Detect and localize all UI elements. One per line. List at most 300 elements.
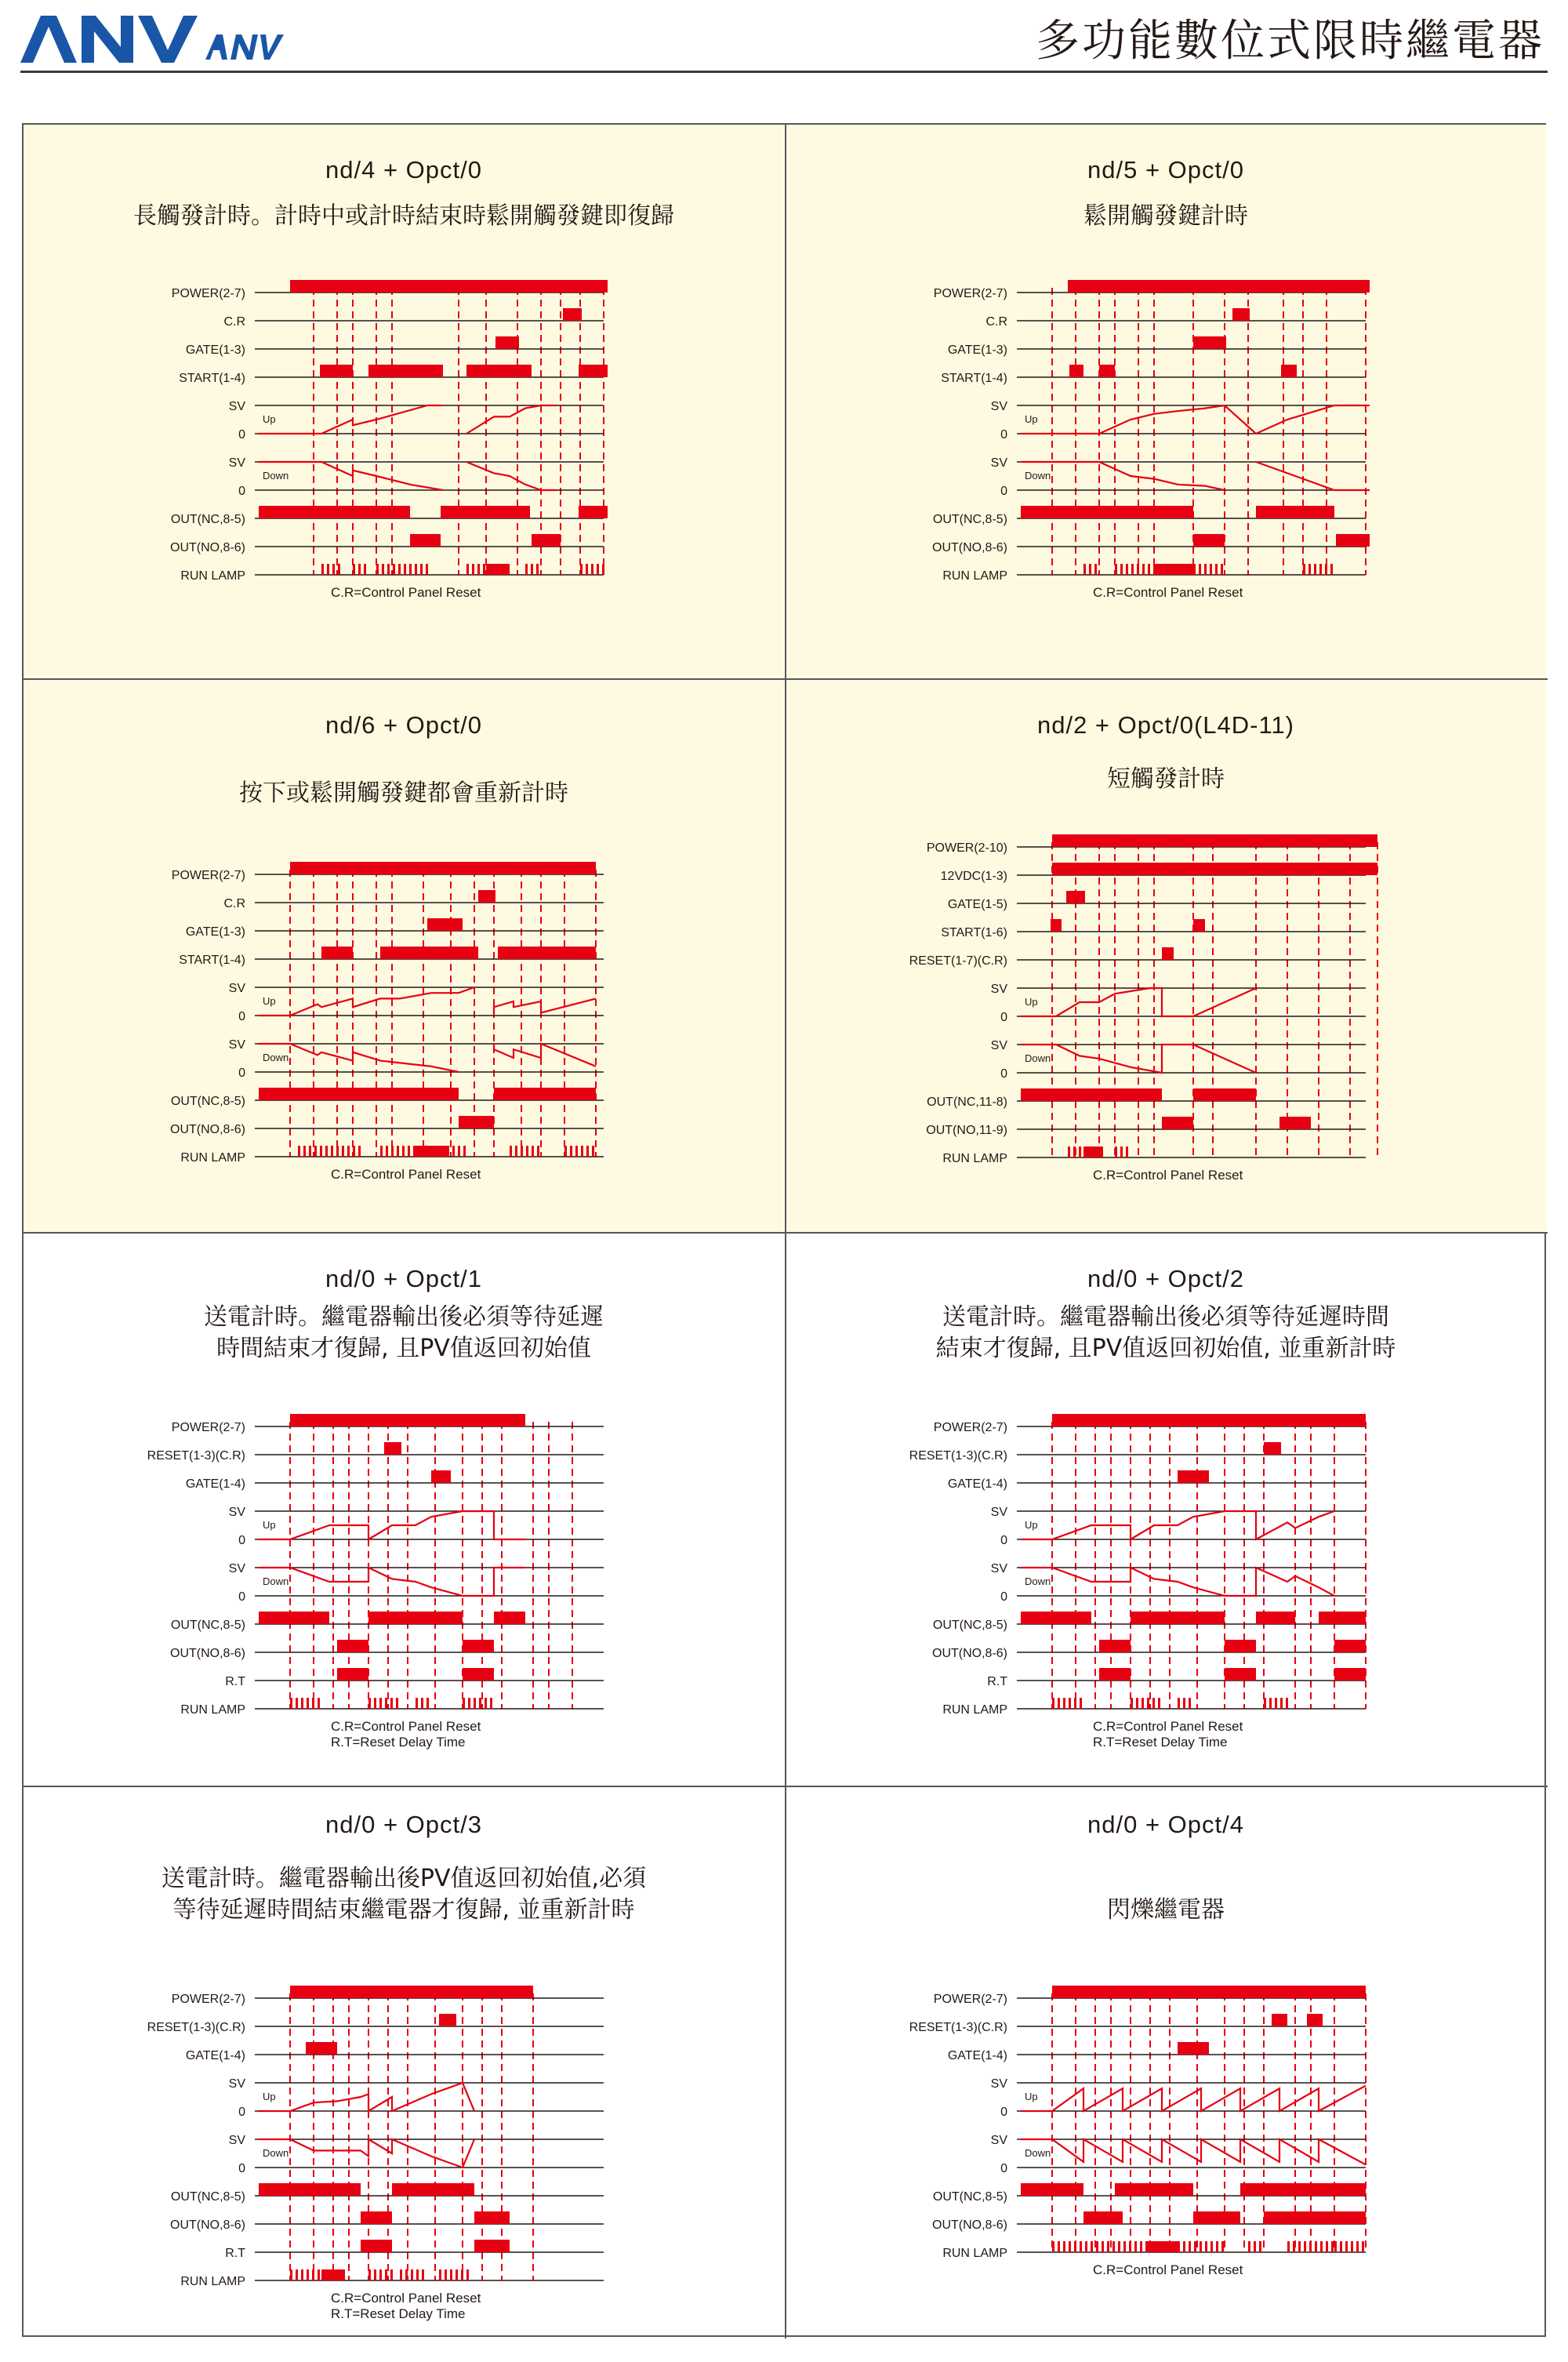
run-lamp-blink xyxy=(466,564,469,575)
timing-diagram xyxy=(909,1986,1366,2277)
run-lamp-blink xyxy=(564,1146,567,1157)
signal-label: OUT(NO,8-6) xyxy=(170,541,245,554)
run-lamp-blink xyxy=(1254,2241,1256,2252)
signal-label: POWER(2-7) xyxy=(933,1421,1007,1434)
run-lamp-blink xyxy=(1118,2241,1120,2252)
pulse-bar xyxy=(1099,1668,1131,1681)
pulse-bar xyxy=(474,2240,510,2252)
run-lamp-blink xyxy=(1334,2241,1337,2252)
panel-description: 閃爍繼電器 xyxy=(1107,1896,1225,1924)
run-lamp-blink xyxy=(420,564,423,575)
run-lamp-blink xyxy=(1102,2241,1104,2252)
legend-note: C.R=Control Panel Reset xyxy=(331,2291,481,2306)
run-lamp-blink xyxy=(1085,2241,1087,2252)
run-lamp-blink xyxy=(1309,2241,1312,2252)
run-lamp-blink xyxy=(396,1698,398,1709)
run-lamp-blink xyxy=(353,564,355,575)
signal-label: 12VDC(1-3) xyxy=(940,870,1007,883)
run-lamp-blink xyxy=(318,2269,320,2280)
signal-label: 0 xyxy=(238,2162,245,2175)
run-lamp-blink xyxy=(387,564,390,575)
signal-label: RUN LAMP xyxy=(180,569,245,583)
run-lamp-blink xyxy=(358,1146,361,1157)
run-lamp-blink xyxy=(415,564,417,575)
run-lamp-blink xyxy=(1325,564,1327,575)
run-lamp-blink xyxy=(374,2269,376,2280)
run-lamp-blink xyxy=(1216,2241,1218,2252)
legend-note: R.T=Reset Delay Time xyxy=(1093,1735,1228,1750)
value-ramp xyxy=(1021,2139,1366,2164)
run-lamp-blink xyxy=(1079,1146,1081,1157)
signal-label: 0 xyxy=(1000,2162,1007,2175)
value-ramp xyxy=(494,1044,596,1067)
run-lamp-on xyxy=(1154,564,1193,575)
value-ramp xyxy=(1021,2086,1366,2111)
run-lamp-blink xyxy=(338,564,340,575)
down-label: Down xyxy=(263,470,289,481)
pulse-bar xyxy=(463,1640,494,1652)
signal-label: SV xyxy=(990,1039,1007,1052)
signal-label: R.T xyxy=(225,2247,245,2260)
pulse-bar xyxy=(579,365,608,377)
run-lamp-on xyxy=(1146,2241,1178,2252)
down-label: Down xyxy=(1025,1575,1051,1587)
run-lamp-blink xyxy=(1148,564,1150,575)
pulse-bar xyxy=(1272,2014,1287,2026)
pulse-bar xyxy=(1193,534,1225,547)
pulse-bar xyxy=(337,1668,368,1681)
up-label: Up xyxy=(263,1519,276,1531)
run-lamp-blink xyxy=(1147,1698,1149,1709)
run-lamp-blink xyxy=(1308,564,1311,575)
run-lamp-blink xyxy=(586,1146,589,1157)
signal-label: OUT(NC,8-5) xyxy=(170,1095,245,1108)
run-lamp-blink xyxy=(468,1698,470,1709)
signal-label: RESET(1-3)(C.R) xyxy=(909,1449,1007,1463)
run-lamp-blink xyxy=(386,1146,388,1157)
legend-note: C.R=Control Panel Reset xyxy=(1093,1168,1243,1183)
panel-description: 結束才復歸, 且PV值返回初始值, 並重新計時 xyxy=(935,1335,1396,1362)
run-lamp-blink xyxy=(1215,564,1218,575)
signal-label: GATE(1-3) xyxy=(185,925,245,939)
run-lamp-blink xyxy=(426,1698,429,1709)
pulse-bar xyxy=(1256,506,1334,518)
signal-label: GATE(1-3) xyxy=(947,343,1007,357)
signal-label: 0 xyxy=(238,2106,245,2119)
run-lamp-blink xyxy=(327,564,329,575)
run-lamp-blink xyxy=(416,2269,419,2280)
signal-label: RUN LAMP xyxy=(180,1703,245,1717)
signal-label: OUT(NC,8-5) xyxy=(932,1619,1007,1632)
pulse-bar xyxy=(290,1414,525,1426)
pulse-bar xyxy=(532,534,561,547)
run-lamp-blink xyxy=(591,564,593,575)
run-lamp-blink xyxy=(307,2269,309,2280)
run-lamp-blink xyxy=(1183,2241,1185,2252)
signal-label: SV xyxy=(228,1038,245,1052)
pulse-bar xyxy=(259,1088,459,1100)
up-label: Up xyxy=(1025,413,1038,425)
run-lamp-blink xyxy=(472,564,474,575)
legend-note: C.R=Control Panel Reset xyxy=(1093,1719,1243,1734)
run-lamp-blink xyxy=(1351,2241,1353,2252)
up-label: Up xyxy=(263,2091,276,2102)
run-lamp-blink xyxy=(409,564,412,575)
run-lamp-blink xyxy=(1112,2241,1115,2252)
pulse-bar xyxy=(439,2014,456,2026)
run-lamp-blink xyxy=(290,1698,292,1709)
run-lamp-blink xyxy=(458,1146,460,1157)
run-lamp-blink xyxy=(1058,1698,1060,1709)
signal-label: RESET(1-7)(C.R) xyxy=(909,954,1007,968)
run-lamp-blink xyxy=(416,1698,418,1709)
signal-label: RUN LAMP xyxy=(942,1703,1007,1717)
pulse-bar xyxy=(290,280,608,293)
run-lamp-blink xyxy=(1069,1698,1071,1709)
run-lamp-blink xyxy=(296,2269,298,2280)
run-lamp-blink xyxy=(1204,564,1207,575)
run-lamp-blink xyxy=(398,564,401,575)
run-lamp-blink xyxy=(592,1146,594,1157)
run-lamp-blink xyxy=(1314,564,1316,575)
run-lamp-blink xyxy=(1074,1698,1076,1709)
run-lamp-blink xyxy=(581,1146,583,1157)
pulse-bar xyxy=(1319,1612,1366,1624)
pulse-bar xyxy=(1279,1117,1311,1129)
run-lamp-blink xyxy=(385,1698,387,1709)
pulse-bar xyxy=(1334,1668,1366,1681)
signal-label: SV xyxy=(228,1562,245,1575)
value-ramp xyxy=(259,2083,474,2111)
run-lamp-blink xyxy=(314,1146,317,1157)
pulse-bar xyxy=(1052,834,1377,847)
run-lamp-blink xyxy=(1319,564,1322,575)
value-ramp xyxy=(259,1511,525,1539)
pulse-bar xyxy=(1083,2211,1123,2224)
down-label: Down xyxy=(1025,2147,1051,2159)
run-lamp-blink xyxy=(1080,1698,1082,1709)
signal-label: 0 xyxy=(1000,428,1007,442)
run-lamp-blink xyxy=(1221,2241,1224,2252)
run-lamp-blink xyxy=(1158,1698,1160,1709)
run-lamp-blink xyxy=(490,1698,492,1709)
run-lamp-blink xyxy=(1199,564,1201,575)
panel-title: nd/0 + Opct/1 xyxy=(325,1265,482,1292)
run-lamp-blink xyxy=(1269,1698,1272,1709)
pulse-bar xyxy=(1336,534,1370,547)
pulse-bar xyxy=(494,1088,596,1100)
up-label: Up xyxy=(263,995,276,1007)
pulse-bar xyxy=(1068,280,1370,293)
pulse-bar xyxy=(384,1442,401,1455)
signal-label: RUN LAMP xyxy=(942,569,1007,583)
panel-description: 送電計時。繼電器輸出後PV值返回初始值,必須 xyxy=(161,1865,647,1892)
run-lamp-blink xyxy=(602,564,604,575)
pulse-bar xyxy=(495,336,519,349)
value-ramp xyxy=(259,987,474,1016)
pulse-bar xyxy=(320,365,353,377)
run-lamp-blink xyxy=(1178,2241,1180,2252)
run-lamp-blink xyxy=(525,564,528,575)
run-lamp-blink xyxy=(426,564,428,575)
pulse-bar xyxy=(498,947,596,959)
run-lamp-blink xyxy=(1094,564,1097,575)
value-ramp xyxy=(494,998,596,1016)
run-lamp-blink xyxy=(526,1146,528,1157)
signal-label: 0 xyxy=(238,428,245,442)
run-lamp-blink xyxy=(397,1146,399,1157)
run-lamp-blink xyxy=(1194,2241,1196,2252)
signal-label: RESET(1-3)(C.R) xyxy=(909,2021,1007,2034)
run-lamp-blink xyxy=(402,1146,405,1157)
signal-label: 0 xyxy=(238,1010,245,1023)
run-lamp-blink xyxy=(1210,2241,1213,2252)
run-lamp-blink xyxy=(413,1146,416,1157)
pulse-bar xyxy=(380,947,478,959)
run-lamp-blink xyxy=(536,564,539,575)
signal-label: SV xyxy=(228,400,245,413)
run-lamp-blink xyxy=(1205,2241,1207,2252)
run-lamp-blink xyxy=(531,564,533,575)
run-lamp-blink xyxy=(1152,1698,1155,1709)
run-lamp-blink xyxy=(477,564,480,575)
run-lamp-blink xyxy=(1356,2241,1359,2252)
pulse-bar xyxy=(1162,947,1174,960)
pulse-bar xyxy=(337,1640,368,1652)
pulse-bar xyxy=(463,1668,494,1681)
signal-label: OUT(NC,8-5) xyxy=(932,513,1007,526)
run-lamp-blink xyxy=(1189,2241,1191,2252)
pulse-bar xyxy=(1052,1414,1366,1426)
run-lamp-blink xyxy=(452,1146,455,1157)
run-lamp-blink xyxy=(368,1698,371,1709)
signal-label: POWER(2-7) xyxy=(171,1993,245,2006)
signal-label: OUT(NO,8-6) xyxy=(170,1123,245,1136)
signal-label: 0 xyxy=(238,1590,245,1604)
run-lamp-blink xyxy=(1137,564,1139,575)
up-label: Up xyxy=(1025,1519,1038,1531)
signal-label: OUT(NO,8-6) xyxy=(170,2218,245,2232)
pulse-bar xyxy=(1240,2183,1366,2196)
pulse-bar xyxy=(1162,1117,1193,1129)
panel-description: 短觸發計時 xyxy=(1107,765,1225,793)
signal-label: SV xyxy=(228,2134,245,2147)
run-lamp-blink xyxy=(1345,2241,1348,2252)
run-lamp-blink xyxy=(382,564,384,575)
run-lamp-blink xyxy=(461,2269,463,2280)
down-label: Down xyxy=(263,1575,289,1587)
value-ramp xyxy=(466,405,557,434)
pulse-bar xyxy=(1099,1640,1131,1652)
run-lamp-blink xyxy=(1140,2241,1142,2252)
signal-label: SV xyxy=(228,1506,245,1519)
signal-label: SV xyxy=(990,1562,1007,1575)
run-lamp-blink xyxy=(445,2269,447,2280)
pulse-bar xyxy=(368,365,443,377)
signal-label: 0 xyxy=(238,485,245,498)
run-lamp-blink xyxy=(1330,564,1333,575)
run-lamp-blink xyxy=(405,2269,408,2280)
run-lamp-blink xyxy=(331,1146,333,1157)
run-lamp-blink xyxy=(380,1146,383,1157)
run-lamp-blink xyxy=(301,2269,303,2280)
run-lamp-blink xyxy=(1142,564,1145,575)
run-lamp-blink xyxy=(1320,2241,1323,2252)
signal-label: RESET(1-3)(C.R) xyxy=(147,1449,245,1463)
run-lamp-blink xyxy=(1073,1146,1076,1157)
pulse-bar xyxy=(1193,1088,1256,1101)
pulse-bar xyxy=(466,365,532,377)
value-ramp xyxy=(466,462,557,490)
run-lamp-blink xyxy=(1129,2241,1131,2252)
run-lamp-blink xyxy=(1286,1698,1288,1709)
pulse-bar xyxy=(1131,1612,1225,1624)
signal-label: C.R xyxy=(223,315,245,329)
run-lamp-blink xyxy=(1136,1698,1138,1709)
signal-label: OUT(NO,8-6) xyxy=(932,1647,1007,1660)
value-ramp xyxy=(259,2139,474,2168)
signal-label: SV xyxy=(990,2134,1007,2147)
timing-diagram xyxy=(909,1414,1366,1750)
run-lamp-blink xyxy=(1052,1698,1054,1709)
run-lamp-blink xyxy=(1340,2241,1342,2252)
run-lamp-blink xyxy=(485,1698,487,1709)
run-lamp-blink xyxy=(347,1146,350,1157)
signal-label: OUT(NO,8-6) xyxy=(170,1647,245,1660)
signal-label: RUN LAMP xyxy=(942,1152,1007,1165)
run-lamp-blink xyxy=(483,564,485,575)
run-lamp-blink xyxy=(570,1146,572,1157)
run-lamp-blink xyxy=(321,564,324,575)
run-lamp-blink xyxy=(1259,2241,1261,2252)
pulse-bar xyxy=(290,862,596,874)
signal-label: GATE(1-4) xyxy=(947,2049,1007,2062)
run-lamp-blink xyxy=(1126,1146,1128,1157)
pulse-bar xyxy=(1178,2042,1209,2055)
panel-description: 長觸發計時。計時中或計時結束時鬆開觸發鍵即復歸 xyxy=(133,202,674,230)
run-lamp-blink xyxy=(353,1146,355,1157)
pulse-bar xyxy=(563,308,582,321)
pulse-bar xyxy=(1334,1640,1366,1652)
run-lamp-blink xyxy=(400,2269,402,2280)
signal-label: START(1-6) xyxy=(941,926,1007,939)
run-lamp-blink xyxy=(358,564,361,575)
signal-label: OUT(NC,8-5) xyxy=(932,2190,1007,2204)
panel-title: nd/6 + Opct/0 xyxy=(325,711,482,739)
run-lamp-blink xyxy=(318,1698,320,1709)
panel-title: nd/5 + Opct/0 xyxy=(1087,156,1244,184)
run-lamp-blink xyxy=(374,1698,376,1709)
run-lamp-blink xyxy=(390,1698,393,1709)
pulse-bar xyxy=(431,1470,451,1483)
run-lamp-blink xyxy=(421,1698,423,1709)
value-ramp xyxy=(1021,1568,1334,1596)
down-label: Down xyxy=(1025,470,1051,481)
signal-label: 0 xyxy=(1000,485,1007,498)
pulse-bar xyxy=(1307,2014,1323,2026)
panel-title: nd/2 + Opct/0(L4D-11) xyxy=(1036,711,1294,739)
up-label: Up xyxy=(263,413,276,425)
signal-label: OUT(NO,8-6) xyxy=(932,2218,1007,2232)
pulse-bar xyxy=(427,918,463,931)
run-lamp-blink xyxy=(393,564,395,575)
signal-label: OUT(NC,11-8) xyxy=(927,1096,1007,1109)
pulse-bar xyxy=(1051,919,1062,932)
signal-label: GATE(1-4) xyxy=(185,2049,245,2062)
pulse-bar xyxy=(361,2211,392,2224)
run-lamp-blink xyxy=(364,564,366,575)
run-lamp-blink xyxy=(368,2269,371,2280)
run-lamp-blink xyxy=(1293,2241,1295,2252)
signal-label: POWER(2-10) xyxy=(926,841,1007,855)
run-lamp-blink xyxy=(312,1698,314,1709)
signal-label: GATE(1-4) xyxy=(947,1477,1007,1491)
signal-label: SV xyxy=(990,983,1007,996)
pulse-bar xyxy=(1225,1640,1256,1652)
pulse-bar xyxy=(290,1986,533,1998)
signal-label: GATE(1-4) xyxy=(185,1477,245,1491)
run-lamp-blink xyxy=(1264,1698,1266,1709)
run-lamp-blink xyxy=(586,564,588,575)
run-lamp-blink xyxy=(1123,2241,1126,2252)
run-lamp-blink xyxy=(439,2269,441,2280)
run-lamp-blink xyxy=(1326,2241,1328,2252)
signal-label: POWER(2-7) xyxy=(933,287,1007,300)
signal-label: SV xyxy=(990,2077,1007,2091)
value-ramp xyxy=(1256,462,1370,490)
run-lamp-blink xyxy=(320,1146,322,1157)
pulse-bar xyxy=(410,534,441,547)
timing-diagram xyxy=(932,280,1370,600)
run-lamp-blink xyxy=(1074,2241,1076,2252)
down-label: Down xyxy=(1025,1052,1051,1064)
pulse-bar xyxy=(494,1612,525,1624)
legend-note: R.T=Reset Delay Time xyxy=(331,1735,466,1750)
run-lamp-blink xyxy=(532,1146,534,1157)
signal-label: OUT(NC,8-5) xyxy=(170,513,245,526)
run-lamp-on xyxy=(1083,1146,1103,1157)
run-lamp-on xyxy=(486,564,510,575)
run-lamp-blink xyxy=(303,1146,306,1157)
run-lamp-blink xyxy=(1069,2241,1071,2252)
pulse-bar xyxy=(1256,1612,1295,1624)
signal-label: OUT(NC,8-5) xyxy=(170,2190,245,2204)
timing-diagram xyxy=(147,1986,604,2321)
run-lamp-blink xyxy=(1091,2241,1093,2252)
run-lamp-blink xyxy=(1315,2241,1317,2252)
run-lamp-blink xyxy=(379,1698,382,1709)
run-lamp-blink xyxy=(408,1146,410,1157)
run-lamp-blink xyxy=(1200,2241,1202,2252)
run-lamp-blink xyxy=(1142,1698,1144,1709)
signal-label: GATE(1-3) xyxy=(185,343,245,357)
pulse-bar xyxy=(1264,2211,1366,2224)
run-lamp-blink xyxy=(1063,2241,1065,2252)
value-ramp xyxy=(1021,1511,1334,1539)
up-label: Up xyxy=(1025,996,1038,1008)
run-lamp-blink xyxy=(456,2269,458,2280)
run-lamp-on xyxy=(321,2269,345,2280)
run-lamp-blink xyxy=(1089,564,1091,575)
run-lamp-blink xyxy=(1275,1698,1277,1709)
down-label: Down xyxy=(263,2147,289,2159)
run-lamp-blink xyxy=(1058,2241,1060,2252)
run-lamp-blink xyxy=(1280,1698,1283,1709)
signal-label: START(1-4) xyxy=(179,372,245,385)
signal-label: C.R xyxy=(985,315,1007,329)
legend-note: C.R=Control Panel Reset xyxy=(1093,2262,1243,2277)
panel-description: 送電計時。繼電器輸出後必須等待延遲 xyxy=(204,1303,604,1331)
